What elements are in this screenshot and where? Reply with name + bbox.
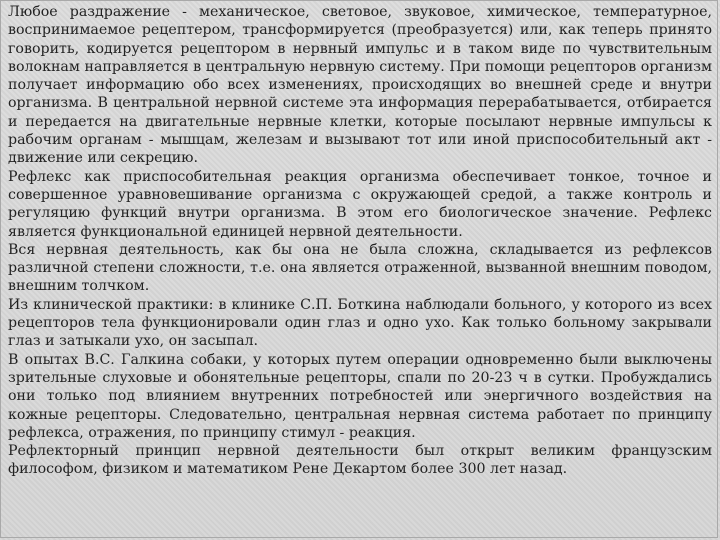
paragraph-stimulus-coding: Любое раздражение - механическое, световое, звуковое, химическое, температурное, воспринимаемое рецептером, трансформируется (преобразуется) или, как теперь принято говорить, кодируется рецептором в нервный импульс и в таком виде по чувствительным волокнам направляется в центральную нервную систему. При помощи рецепторов организм получает информацию обо всех изменениях, происходящих во внешней среде и внутри организма. В центральной нервной системе эта информация перерабатывается, отбирается и передается на двигательные нервные клетки, которые посылают нервные импульсы к рабочим органам - мышцам, железам и вызывают тот или иной приспособительный акт - движение или секрецию. [8,4,712,167]
paragraph-descartes: Рефлекторный принцип нервной деятельности был открыт великим французским философом, физиком и математиком Рене Декартом более 300 лет назад. [8,443,712,478]
paragraph-reflex-adaptive: Рефлекс как приспособительная реакция организма обеспечивает тонкое, точное и совершенное уравновешивание организма с окружающей средой, а также контроль и регуляцию функций внутри организма. В этом его биологическое значение. Рефлекс является функциональной единицей нервной деятельности. [8,168,712,240]
slide-text-body [8,3,712,479]
paragraph-clinical-practice: Из клинической практики: в клинике С.П. Боткина наблюдали больного, у которого из всех рецепторов тела функционировали один глаз и одно ухо. Как только больному закрывали глаз и затыкали ухо, он засыпал. [8,296,712,350]
paragraph-nervous-activity: Вся нервная деятельность, как бы она не была сложна, складывается из рефлексов различной степени сложности, т.е. она является отраженной, вызванной внешним поводом, внешним толчком. [8,241,712,295]
paragraph-galkin-experiments: В опытах В.С. Галкина собаки, у которых путем операции одновременно были выключены зрительные слуховые и обонятельные рецепторы, спали по 20-23 ч в сутки. Пробуждались они только под влиянием внутренних потребностей или энергичного воздействия на кожные рецепторы. Следовательно, центральная нервная система работает по принципу рефлекса, отражения, по принципу стимул - реакция. [8,351,712,441]
